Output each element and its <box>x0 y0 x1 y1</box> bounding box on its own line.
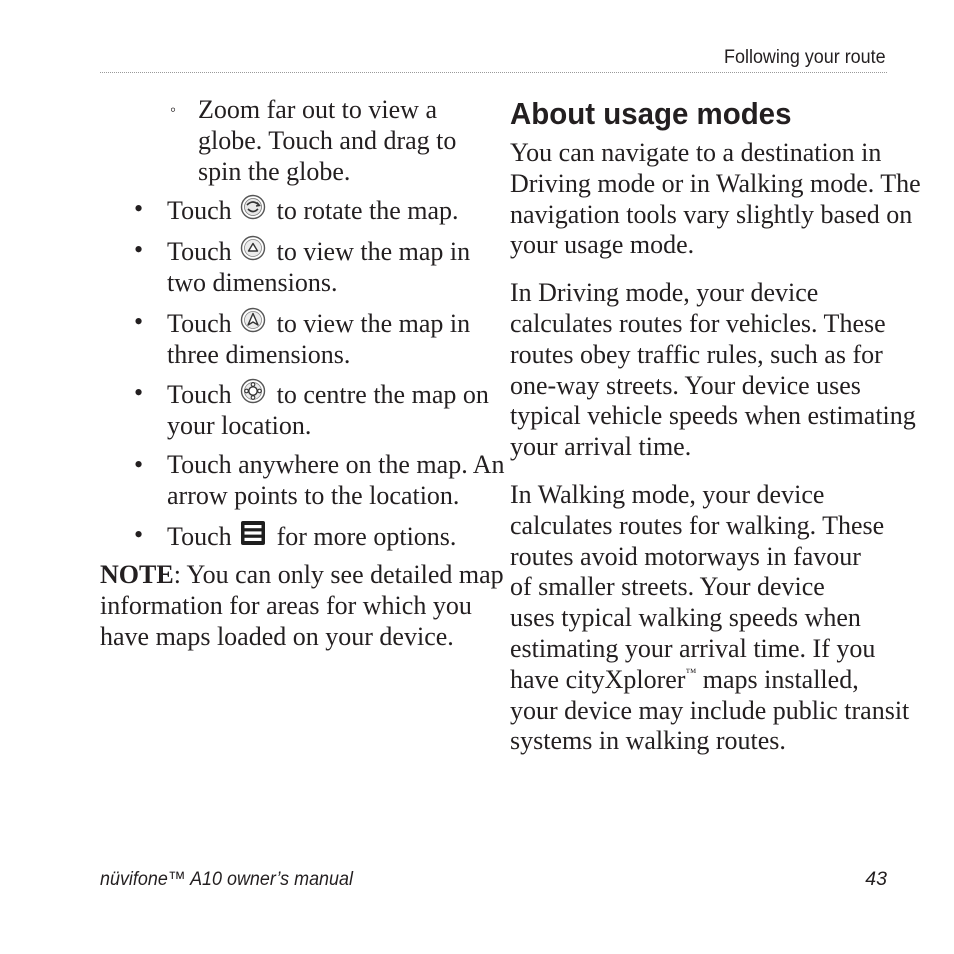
right-column <box>510 95 921 774</box>
list-item-text: to view the map in <box>276 308 471 338</box>
paragraph-line: your arrival time. <box>510 432 692 462</box>
list-item-text: Touch <box>167 521 232 551</box>
paragraph <box>510 278 916 463</box>
paragraph-line: your device may include public transit <box>510 695 910 725</box>
paragraph-line: In Walking mode, your device <box>510 479 825 509</box>
list-item <box>100 194 480 227</box>
paragraph-line: your usage mode. <box>510 230 695 260</box>
note-text: information for areas for which you <box>100 591 472 621</box>
bullet-marker: • <box>134 306 144 336</box>
list-item-text: Touch <box>167 380 232 410</box>
cityxplorer-text: have cityXplorer <box>510 664 686 694</box>
paragraph-line: estimating your arrival time. If you <box>510 633 876 663</box>
paragraph <box>510 138 921 261</box>
list-item <box>100 307 480 371</box>
paragraph-line: You can navigate to a destination in <box>510 138 882 167</box>
paragraph-line: routes avoid motorways in favour <box>510 541 861 571</box>
paragraph-line: In Driving mode, your device <box>510 278 819 308</box>
list-item-text: for more options. <box>276 521 457 551</box>
list-item-text: globe. Touch and drag to <box>198 125 457 155</box>
header-rule <box>100 72 887 73</box>
3d-view-icon <box>240 307 266 333</box>
paragraph <box>510 479 910 757</box>
list-item-text: to rotate the map. <box>276 196 459 226</box>
paragraph-line: of smaller streets. Your device <box>510 572 825 602</box>
paragraph-line: one-way streets. Your device uses <box>510 370 861 400</box>
bullet-marker: • <box>134 519 144 549</box>
note-text: have maps loaded on your device. <box>100 621 454 651</box>
list-item <box>100 520 480 553</box>
list-item <box>100 235 480 299</box>
paragraph-line: typical vehicle speeds when estimating <box>510 401 916 431</box>
menu-icon <box>240 520 266 546</box>
paragraph-line: navigation tools vary slightly based on <box>510 199 913 229</box>
list-item-text: Touch <box>167 308 232 338</box>
paragraph-line <box>510 665 900 696</box>
section-heading: About usage modes <box>510 96 792 131</box>
centre-location-icon <box>240 378 266 404</box>
2d-view-icon <box>240 235 266 261</box>
cityxplorer-text: maps installed, <box>696 664 859 694</box>
list-item-text: spin the globe. <box>198 156 351 186</box>
page-number: 43 <box>865 868 887 890</box>
list-item-text: to centre the map on <box>276 380 489 410</box>
paragraph-line: calculates routes for vehicles. These <box>510 308 886 338</box>
list-item <box>100 378 489 442</box>
list-item-text: three dimensions. <box>167 339 351 369</box>
list-item-text: Touch <box>167 237 232 267</box>
list-item-text: Touch anywhere on the map. An <box>167 449 505 479</box>
bullet-marker: • <box>134 235 144 265</box>
paragraph-line: uses typical walking speeds when <box>510 603 861 633</box>
paragraph-line: calculates routes for walking. These <box>510 510 885 540</box>
list-item-text: arrow points to the location. <box>167 480 460 510</box>
list-item-text: Zoom far out to view a <box>198 95 437 124</box>
list-item <box>100 449 505 512</box>
list-item-text: two dimensions. <box>167 267 338 297</box>
list-item-text: Touch <box>167 196 232 226</box>
paragraph-line: routes obey traffic rules, such as for <box>510 339 883 369</box>
list-item-text: to view the map in <box>276 237 471 267</box>
sub-bullet-marker: ◦ <box>170 100 177 119</box>
note-paragraph <box>100 560 504 652</box>
bullet-marker: • <box>134 194 144 224</box>
bullet-marker: • <box>134 449 144 479</box>
manual-title: nüvifone™ A10 owner’s manual <box>100 868 353 890</box>
paragraph-line: systems in walking routes. <box>510 726 786 756</box>
trademark-symbol: ™ <box>685 666 697 679</box>
list-item-text: your location. <box>167 411 312 441</box>
note-text: : You can only see detailed map <box>173 560 504 590</box>
paragraph-line: Driving mode or in Walking mode. The <box>510 168 921 198</box>
list-item <box>100 95 480 187</box>
rotate-map-icon <box>240 194 266 220</box>
section-title: Following your route <box>724 46 886 68</box>
left-column <box>100 95 505 653</box>
note-label: NOTE <box>100 560 174 590</box>
bullet-marker: • <box>134 378 144 408</box>
